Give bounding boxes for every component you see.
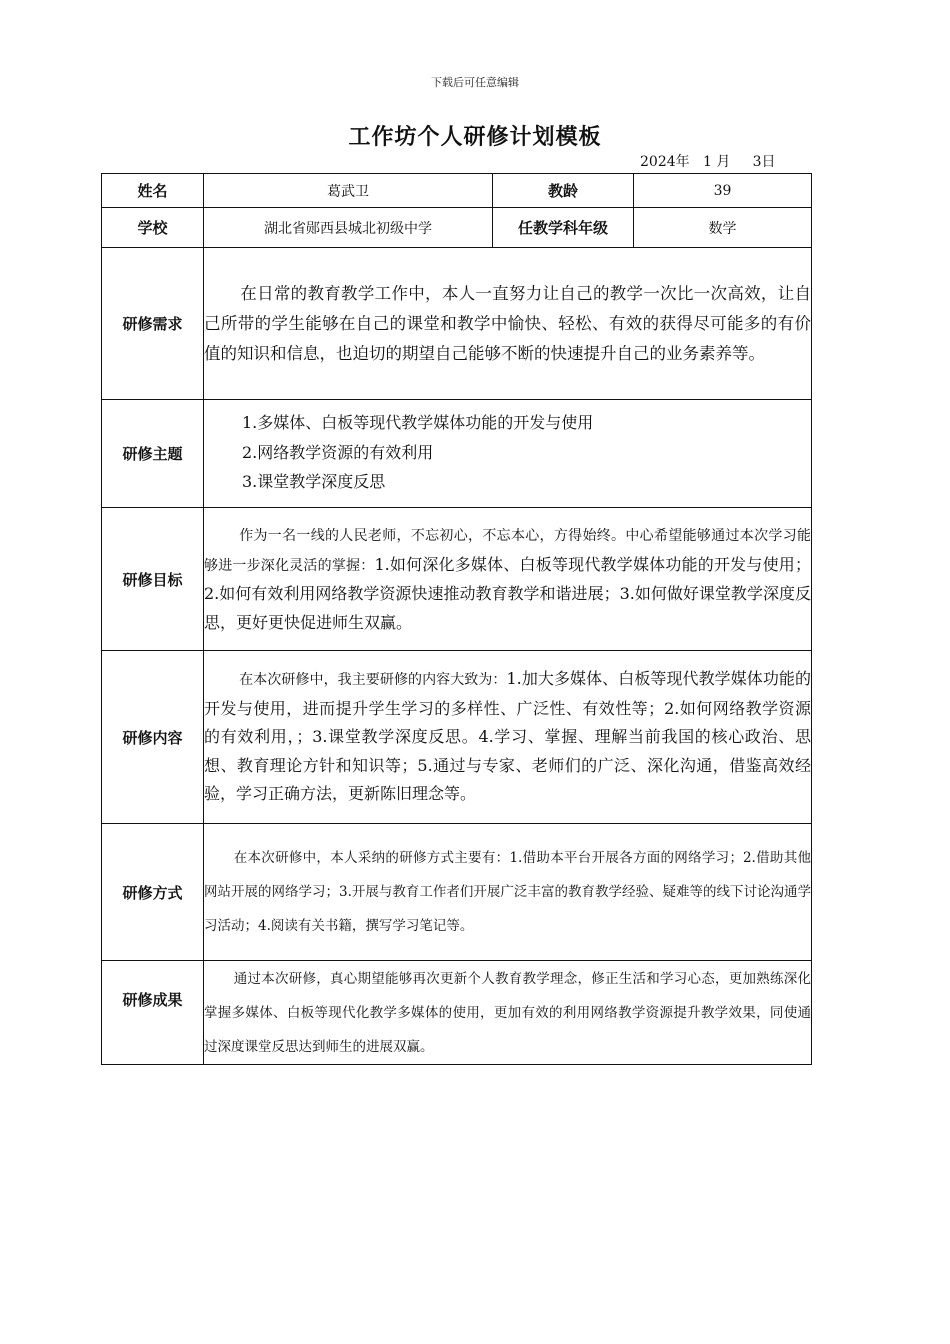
topic-item: 3.课堂教学深度反思 bbox=[242, 472, 386, 491]
school-value: 湖北省郧西县城北初级中学 bbox=[204, 208, 493, 248]
content-text-intro: 在本次研修中，我主要研修的内容大致为： bbox=[239, 672, 507, 689]
study-plan-table bbox=[101, 173, 812, 1065]
needs-content bbox=[204, 248, 812, 400]
content-text-main: 1.加大多媒体、白板等现代教学媒体功能的开发与使用，进而提升学生学习的多样性、广泛性、有效性等；2.如何网络教学资源的有效利用，；3.课堂教学深度反思。4.学习、掌握、理解当前我国的核心政治、思想、教育理论方针和知识等；5.通过与专家、老师们的广泛、深化沟通，借鉴高效经验，学习正确方法，更新陈旧理念等。 bbox=[204, 669, 811, 804]
needs-text: 在日常的教育教学工作中，本人一直努力让自己的教学一次比一次高效，让自己所带的学生能够在自己的课堂和教学中愉快、轻松、有效的获得尽可能多的有价值的知识和信息，也迫切的期望自己能够不断的快速提升自己的业务素养等。 bbox=[204, 283, 811, 363]
header-note: 下载后可任意编辑 bbox=[431, 76, 519, 89]
row-name-years bbox=[102, 174, 812, 208]
subject-label: 任教学科年级 bbox=[493, 208, 634, 248]
needs-label: 研修需求 bbox=[102, 248, 204, 400]
school-label: 学校 bbox=[102, 208, 204, 248]
row-goals bbox=[102, 508, 812, 651]
row-school-subject bbox=[102, 208, 812, 248]
methods-label: 研修方式 bbox=[102, 824, 204, 961]
topic-item: 2.网络教学资源的有效利用 bbox=[242, 442, 434, 462]
goals-text-main: 1.如何深化多媒体、白板等现代教学媒体功能的开发与使用；2.如何有效利用网络教学资源快速推动教育教学和谐进展；3.如何做好课堂教学深度反思，更好更快促进师生双赢。 bbox=[204, 554, 811, 632]
methods-text: 在本次研修中，本人采纳的研修方式主要有：1.借助本平台开展各方面的网络学习；2.借助其他网站开展的网络学习；3.开展与教育工作者们开展广泛丰富的教育教学经验、疑难等的线下讨论沟通学习活动；4.阅读有关书籍，撰写学习笔记等。 bbox=[204, 850, 811, 934]
document-date: 2024年 1 月 3日 bbox=[640, 154, 776, 170]
name-label: 姓名 bbox=[102, 174, 204, 208]
goals-content bbox=[204, 508, 812, 651]
teaching-years-value: 39 bbox=[634, 174, 812, 208]
results-label: 研修成果 bbox=[102, 961, 204, 1065]
methods-content bbox=[204, 824, 812, 961]
subject-value: 数学 bbox=[634, 208, 812, 248]
topics-list bbox=[204, 400, 811, 497]
row-needs bbox=[102, 248, 812, 400]
document-title: 工作坊个人研修计划模板 bbox=[348, 125, 602, 150]
topics-label: 研修主题 bbox=[102, 400, 204, 508]
goals-label: 研修目标 bbox=[102, 508, 204, 651]
goals-text bbox=[204, 521, 811, 637]
topic-item: 1.多媒体、白板等现代教学媒体功能的开发与使用 bbox=[242, 413, 594, 432]
content-text bbox=[204, 665, 811, 809]
row-results bbox=[102, 961, 812, 1065]
teaching-years-label: 教龄 bbox=[493, 174, 634, 208]
results-content bbox=[204, 961, 812, 1065]
name-value: 葛武卫 bbox=[204, 174, 493, 208]
row-methods bbox=[102, 824, 812, 961]
results-text: 通过本次研修，真心期望能够再次更新个人教育教学理念，修正生活和学习心态，更加熟练深化掌握多媒体、白板等现代化教学多媒体的使用，更加有效的利用网络教学资源提升教学效果，同使通过深度课堂反思达到师生的进展双赢。 bbox=[204, 970, 811, 1055]
content-label: 研修内容 bbox=[102, 651, 204, 824]
content-content bbox=[204, 651, 812, 824]
row-topics bbox=[102, 400, 812, 508]
row-content bbox=[102, 651, 812, 824]
topics-content bbox=[204, 400, 812, 508]
goals-text-intro: 作为一名一线的人民老师，不忘初心，不忘本心，方得始终。中心希望能够通过本次学习能够进一步深化灵活的掌握： bbox=[204, 528, 811, 574]
